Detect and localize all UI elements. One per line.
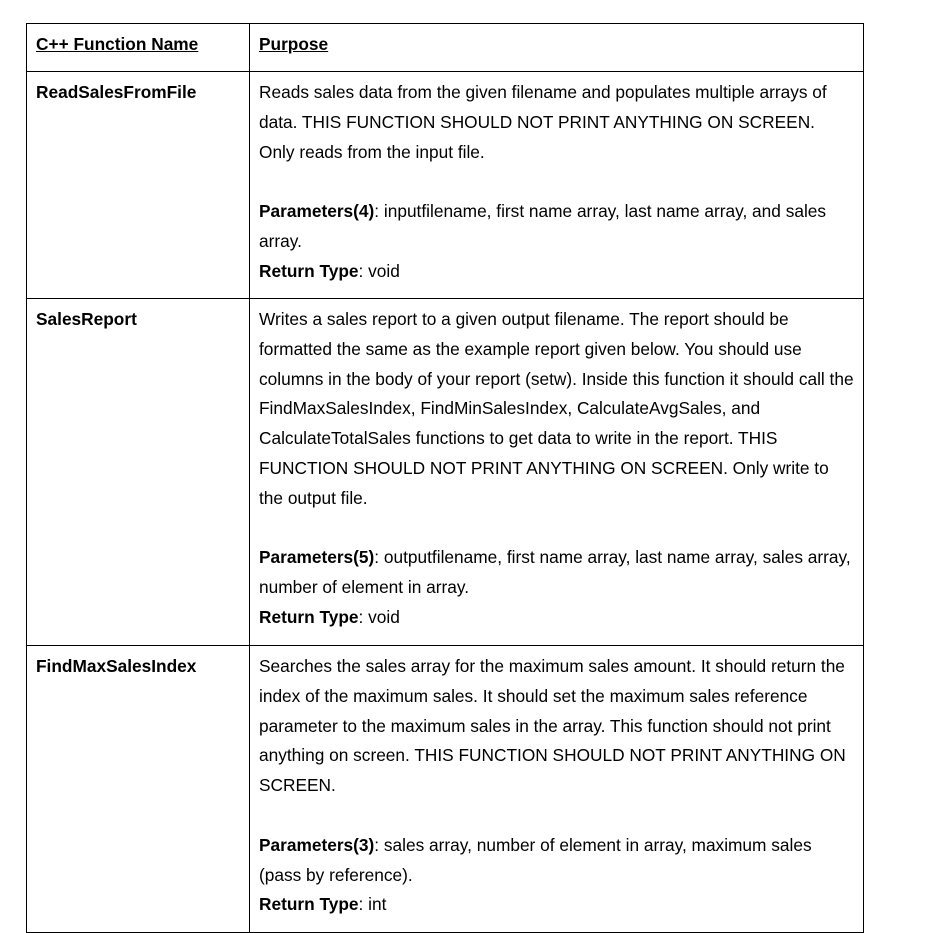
parameters-line [259, 197, 854, 257]
return-type-text: : int [358, 894, 387, 915]
purpose-cell [250, 299, 864, 646]
return-type-label: Return Type [259, 894, 359, 915]
table-row [27, 646, 864, 933]
parameters-text: : inputfilename, first name array, last name array, and sales array. [259, 201, 827, 251]
purpose-cell [250, 72, 864, 299]
parameters-line [259, 543, 854, 603]
table-row [27, 299, 864, 646]
function-name-cell [27, 646, 250, 933]
table-row [27, 72, 864, 299]
return-type-text: : void [358, 260, 400, 281]
return-type-line [259, 603, 854, 633]
function-name: SalesReport [36, 309, 137, 329]
parameters-label: Parameters(5) [259, 547, 375, 568]
parameters-label: Parameters(4) [259, 201, 375, 222]
function-name: FindMaxSalesIndex [36, 656, 197, 676]
parameters-text: : sales array, number of element in array, maximum sales (pass by reference). [259, 834, 812, 885]
function-description: Reads sales data from the given filename and populates multiple arrays of data. THIS FUNCTION SHOULD NOT PRINT ANYTHING ON SCREEN. Only reads from the input file. [259, 82, 827, 162]
return-type-line [259, 257, 854, 287]
function-table [26, 23, 864, 933]
return-type-label: Return Type [259, 260, 359, 281]
purpose-cell [250, 646, 864, 933]
table-header-row [27, 24, 864, 72]
header-cell-name [27, 24, 250, 72]
function-description: Writes a sales report to a given output filename. The report should be formatted the same as the example report given below. You should use columns in the body of your report (setw). Inside this function it should call the FindMaxSalesIndex, FindMinSalesIndex, CalculateAvgSales, and CalculateTotalSales functions to get data to write in the report. THIS FUNCTION SHOULD NOT PRINT ANYTHING ON SCREEN. Only write to the output file. [259, 309, 854, 508]
function-description: Searches the sales array for the maximum sales amount. It should return the index of the maximum sales. It should set the maximum sales reference parameter to the maximum sales in the array. This function should not print anything on screen. THIS FUNCTION SHOULD NOT PRINT ANYTHING ON SCREEN. [259, 656, 846, 796]
function-name-cell [27, 72, 250, 299]
parameters-line [259, 831, 854, 891]
return-type-text: : void [358, 606, 400, 627]
function-name: ReadSalesFromFile [36, 82, 197, 102]
parameters-label: Parameters(3) [259, 834, 375, 855]
return-type-label: Return Type [259, 606, 359, 627]
header-function-name: C++ Function Name [36, 34, 199, 54]
return-type-line [259, 890, 854, 920]
function-name-cell [27, 299, 250, 646]
header-purpose: Purpose [259, 34, 329, 54]
parameters-text: : outputfilename, first name array, last name array, sales array, number of element in array. [259, 547, 851, 598]
header-cell-purpose [250, 24, 864, 72]
